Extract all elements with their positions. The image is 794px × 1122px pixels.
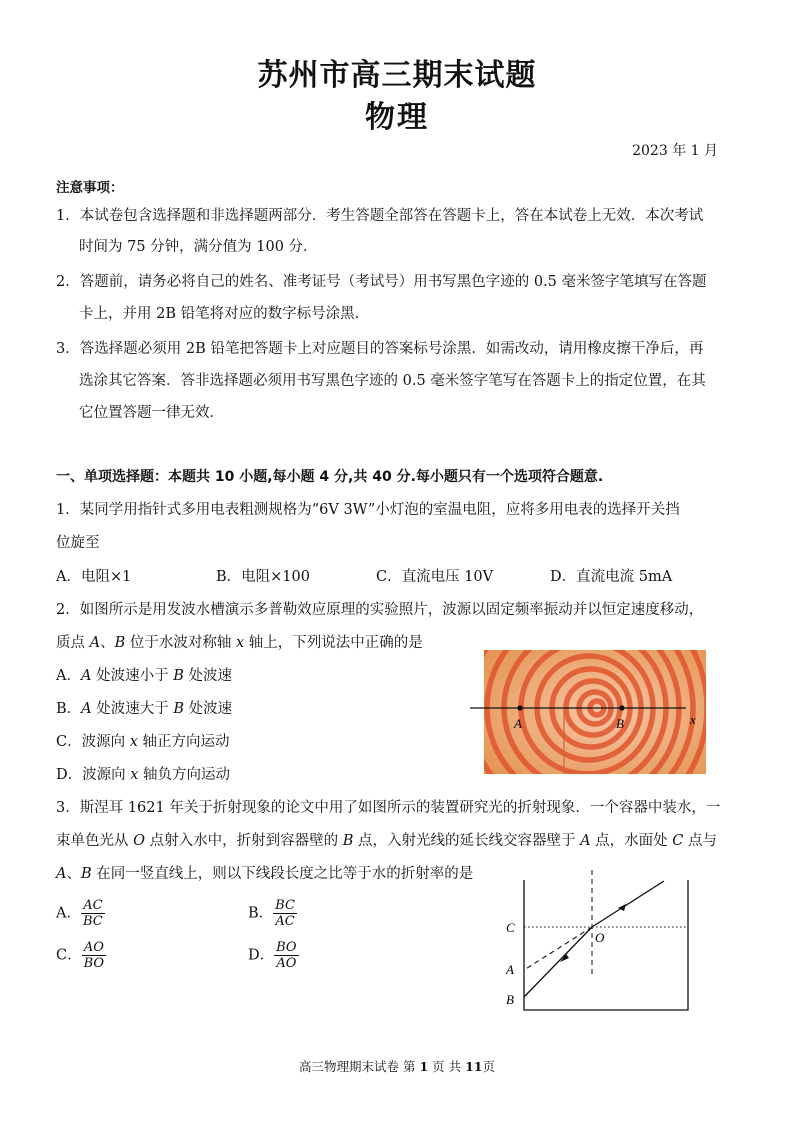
text: 、 bbox=[66, 866, 81, 882]
option-label: A． bbox=[56, 905, 81, 922]
fraction-numerator: BO bbox=[276, 940, 297, 955]
page-footer bbox=[0, 1057, 794, 1075]
q1-option-d[interactable]: D．直流电流 5mA bbox=[550, 569, 673, 585]
var-a: A bbox=[89, 635, 101, 651]
text: 、 bbox=[100, 635, 115, 651]
option-label: D． bbox=[248, 947, 275, 964]
fraction-numerator: AO bbox=[82, 940, 106, 956]
point-a-dot bbox=[517, 705, 522, 710]
q3-option-b[interactable] bbox=[248, 898, 297, 929]
point-b-dot bbox=[619, 705, 624, 710]
fraction-denominator: AC bbox=[275, 914, 295, 929]
notice-item-number: 1． bbox=[56, 208, 80, 224]
q2-option-a[interactable] bbox=[56, 666, 232, 686]
exam-title: 苏州市高三期末试题 bbox=[257, 58, 537, 93]
point-a-label: A bbox=[514, 716, 522, 731]
fraction bbox=[273, 898, 297, 929]
fraction bbox=[82, 940, 106, 971]
x-axis-label: x bbox=[690, 712, 696, 727]
var: x bbox=[130, 767, 139, 783]
incident-ray bbox=[592, 881, 664, 927]
subject-title: 物理 bbox=[365, 100, 429, 135]
notice-item-3 bbox=[56, 339, 703, 359]
notice-item-line: 答选择题必须用 2B 铅笔把答题卡上对应题目的答案标号涂黑．如需改动，请用橡皮擦干净后，再 bbox=[79, 341, 704, 357]
var-a: A bbox=[580, 833, 591, 849]
text: 轴负方向运动 bbox=[138, 767, 231, 783]
text: 点与 bbox=[683, 833, 718, 849]
text: A． bbox=[56, 668, 81, 684]
q1-stem-line: 位旋至 bbox=[56, 535, 100, 551]
page-number: 1 bbox=[419, 1059, 429, 1074]
text: 位于水波对称轴 bbox=[125, 635, 236, 651]
var-b: B bbox=[342, 833, 354, 849]
notice-item-number: 2． bbox=[56, 274, 80, 290]
q1-option-c[interactable]: C．直流电压 10V bbox=[376, 569, 494, 585]
footer-text: 页 bbox=[482, 1059, 495, 1074]
var: B bbox=[173, 701, 185, 717]
footer-text: 页 共 bbox=[428, 1059, 466, 1074]
q2-stem-line: 2．如图所示是用发波水槽演示多普勒效应原理的实验照片，波源以固定频率振动并以恒定速度移动， bbox=[56, 602, 704, 618]
q3-stem-line: 3．斯涅耳 1621 年关于折射现象的论文中用了如图所示的装置研究光的折射现象．一个容器中装水，一 bbox=[56, 800, 721, 816]
section-heading: 一、单项选择题：本题共 10 小题,每小题 4 分,共 40 分.每小题只有一个选项符合题意. bbox=[56, 469, 604, 485]
q2-axis-overlay bbox=[468, 698, 708, 732]
fraction-numerator: AC bbox=[81, 898, 105, 914]
fraction-denominator: BO bbox=[83, 956, 105, 971]
var-c: C bbox=[672, 833, 684, 849]
refracted-ray bbox=[524, 927, 592, 997]
var: x bbox=[129, 734, 138, 750]
text: D．波源向 bbox=[56, 767, 131, 783]
text: 点射入水中，折射到容器壁的 bbox=[145, 833, 343, 849]
q2-option-c[interactable] bbox=[56, 732, 230, 752]
var-x: x bbox=[235, 635, 245, 651]
notice-item-line: 卡上，并用 2B 铅笔将对应的数字标号涂黑． bbox=[79, 306, 370, 322]
label-b: B bbox=[506, 992, 514, 1007]
text: B． bbox=[56, 701, 82, 717]
text: 在同一竖直线上，则以下线段长度之比等于水的折射率的是 bbox=[91, 866, 474, 882]
label-o: O bbox=[595, 930, 605, 945]
q2-option-b[interactable] bbox=[56, 699, 232, 719]
q1-option-a[interactable]: A．电阻×1 bbox=[56, 569, 132, 585]
refraction-diagram bbox=[498, 866, 698, 1016]
text: 处波速大于 bbox=[91, 701, 174, 717]
fraction-denominator: AO bbox=[276, 956, 297, 971]
fraction bbox=[274, 940, 298, 971]
var-a: A bbox=[56, 866, 67, 882]
q3-option-c[interactable] bbox=[56, 940, 106, 971]
text: 点，水面处 bbox=[590, 833, 673, 849]
exam-date: 2023 年 1 月 bbox=[632, 143, 718, 159]
page-total: 11 bbox=[465, 1059, 483, 1074]
point-b-label: B bbox=[616, 716, 624, 731]
var-b: B bbox=[114, 635, 126, 651]
text: 轴正方向运动 bbox=[137, 734, 230, 750]
q2-option-d[interactable] bbox=[56, 765, 230, 785]
notice-item-line: 选涂其它答案．答非选择题必须用书写黑色字迹的 0.5 毫米签字笔写在答题卡上的指定位置，在其 bbox=[79, 373, 706, 389]
fraction-denominator: BC bbox=[82, 914, 103, 929]
incident-extension-line bbox=[524, 927, 592, 970]
fraction bbox=[81, 898, 105, 929]
footer-text: 高三物理期末试卷 第 bbox=[299, 1059, 420, 1074]
text: C．波源向 bbox=[56, 734, 130, 750]
label-c: C bbox=[506, 920, 515, 935]
text: 处波速 bbox=[183, 668, 232, 684]
text: 点，入射光线的延长线交容器壁于 bbox=[353, 833, 581, 849]
q3-option-d[interactable] bbox=[248, 940, 299, 971]
notice-item-line: 答题前，请务必将自己的姓名、准考证号（考试号）用书写黑色字迹的 0.5 毫米签字笔填写在答题 bbox=[79, 274, 707, 290]
var-b: B bbox=[80, 866, 92, 882]
q2-stem-line bbox=[56, 633, 423, 653]
q3-option-a[interactable] bbox=[56, 898, 105, 929]
notice-item-line: 本试卷包含选择题和非选择题两部分．考生答题全部答在答题卡上，答在本试卷上无效．本次考试 bbox=[79, 208, 704, 224]
var: B bbox=[173, 668, 184, 684]
q3-stem-line bbox=[56, 864, 473, 884]
label-a: A bbox=[506, 962, 514, 977]
notice-item-number: 3． bbox=[56, 341, 80, 357]
text: 束单色光从 bbox=[56, 833, 134, 849]
q1-option-b[interactable]: B．电阻×100 bbox=[216, 569, 310, 585]
q1-stem-line: 1．某同学用指针式多用电表粗测规格为“6V 3W”小灯泡的室温电阻，应将多用电表的选择开关挡 bbox=[56, 502, 680, 518]
option-label: C． bbox=[56, 947, 82, 964]
notice-item-2 bbox=[56, 272, 707, 292]
var: A bbox=[81, 701, 92, 717]
notice-item-1 bbox=[56, 206, 703, 226]
notice-heading: 注意事项： bbox=[56, 180, 124, 196]
container-outline bbox=[524, 880, 688, 1010]
text: 质点 bbox=[56, 635, 90, 651]
option-label: B． bbox=[248, 905, 274, 922]
text: 处波速小于 bbox=[91, 668, 174, 684]
notice-item-line: 它位置答题一律无效． bbox=[79, 405, 224, 421]
var-o: O bbox=[133, 833, 145, 849]
q3-stem-line bbox=[56, 831, 717, 851]
notice-item-line: 时间为 75 分钟，满分值为 100 分． bbox=[79, 239, 318, 255]
var: A bbox=[80, 668, 92, 684]
text: 处波速 bbox=[184, 701, 233, 717]
text: 轴上，下列说法中正确的是 bbox=[244, 635, 423, 651]
fraction-numerator: BC bbox=[275, 898, 295, 913]
